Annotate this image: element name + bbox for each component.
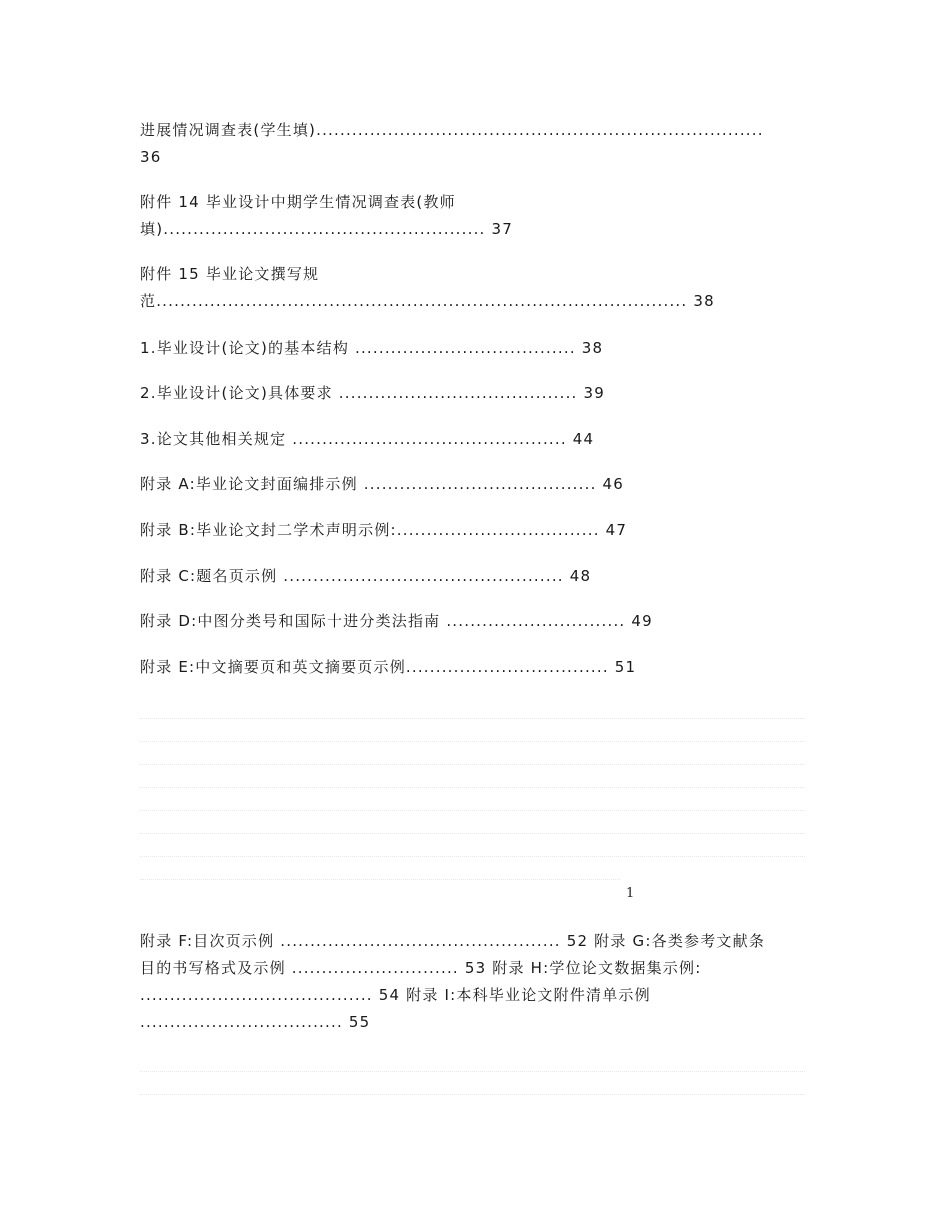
toc-page-ref: 36 — [140, 148, 162, 166]
faint-rule — [140, 787, 805, 788]
toc-entry-line: ....................................... 54 附录 I:本科毕业论文附件清单示例 — [140, 986, 651, 1004]
page-number: 1 — [626, 886, 635, 901]
faint-rule — [140, 833, 805, 834]
toc-entry-line: 附录 F:目次页示例 ............................................... 52 附录 G:各类参考文献条 — [140, 932, 766, 950]
toc-entry-line: 目的书写格式及示例 ............................ 53 附录 H:学位论文数据集示例: — [140, 959, 702, 977]
toc-entry-line: 填)...................................................... 37 — [140, 220, 513, 238]
faint-rule — [140, 810, 805, 811]
faint-rule — [140, 718, 805, 719]
toc-entry-line: 附录 B:毕业论文封二学术声明示例:.................................. 47 — [140, 521, 628, 539]
toc-entry-line: 范......................................................................................... 38 — [140, 292, 715, 310]
toc-entry-line: .................................. 55 — [140, 1013, 371, 1031]
faint-rule — [140, 741, 805, 742]
toc-entry-line: 附录 A:毕业论文封面编排示例 ....................................... 46 — [140, 475, 624, 493]
faint-rule — [140, 764, 805, 765]
toc-entry-line: 附录 E:中文摘要页和英文摘要页示例.................................. 51 — [140, 658, 637, 676]
faint-rule — [140, 879, 620, 880]
toc-entry-line: 2.毕业设计(论文)具体要求 ........................................ 39 — [140, 384, 605, 402]
toc-entry-line: 附录 D:中图分类号和国际十进分类法指南 .............................. 49 — [140, 612, 653, 630]
toc-entry-line: 1.毕业设计(论文)的基本结构 ..................................... 38 — [140, 339, 604, 357]
toc-entry-line: 附件 14 毕业设计中期学生情况调查表(教师 — [140, 193, 456, 211]
faint-rule — [140, 1071, 805, 1072]
toc-entry-line: 进展情况调查表(学生填)........................................................................... — [140, 121, 764, 139]
toc-entry-line: 3.论文其他相关规定 .............................................. 44 — [140, 430, 595, 448]
faint-rule — [140, 856, 805, 857]
toc-entry-line: 附录 C:题名页示例 ............................................... 48 — [140, 567, 592, 585]
faint-rule — [140, 1094, 805, 1095]
toc-entry-line: 附件 15 毕业论文撰写规 — [140, 265, 320, 283]
